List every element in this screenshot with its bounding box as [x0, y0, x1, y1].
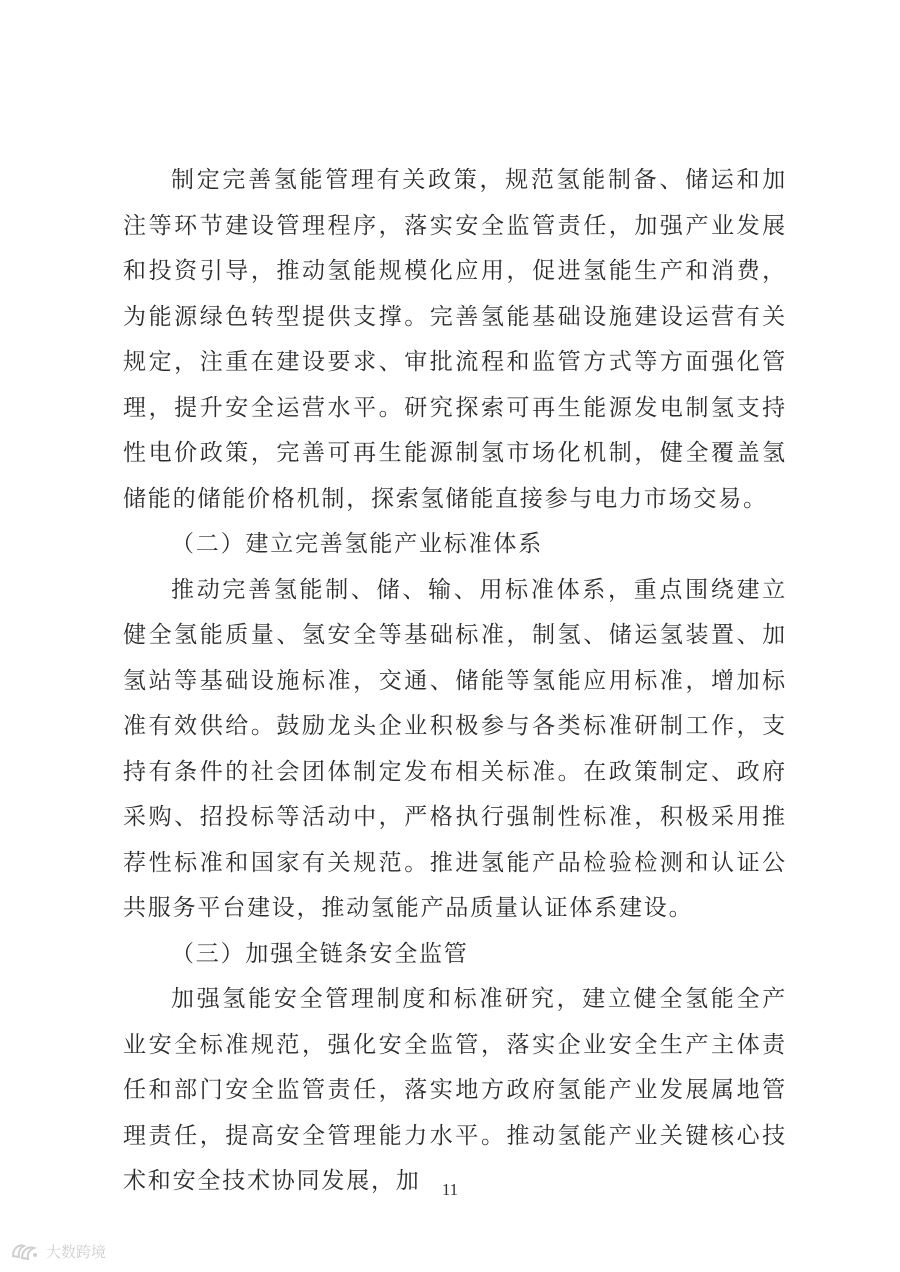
body-paragraph: 加强氢能安全管理制度和标准研究，建立健全氢能全产业安全标准规范，强化安全监管，落实企业安全生产主体责任和部门安全监管责任，落实地方政府氢能产业发展属地管理责任，提高安全管理能力水平。推动氢能产业关键核心技术和安全技术协同发展，加	[123, 986, 787, 1194]
body-paragraph: 推动完善氢能制、储、输、用标准体系，重点围绕建立健全氢能质量、氢安全等基础标准，制氢、储运氢装置、加氢站等基础设施标准，交通、储能等氢能应用标准，增加标准有效供给。鼓励龙头企业积极参与各类标准研制工作，支持有条件的社会团体制定发布相关标准。在政策制定、政府采购、招投标等活动中，严格执行强制性标准，积极采用推荐性标准和国家有关规范。推进氢能产品检验检测和认证公共服务平台建设，推动氢能产品质量认证体系建设。	[123, 576, 787, 921]
body-paragraph: 制定完善氢能管理有关政策，规范氢能制备、储运和加注等环节建设管理程序，落实安全监管责任，加强产业发展和投资引导，推动氢能规模化应用，促进氢能生产和消费，为能源绿色转型提供支撑。完善氢能基础设施建设运营有关规定，注重在建设要求、审批流程和监管方式等方面强化管理，提升安全运营水平。研究探索可再生能源发电制氢支持性电价政策，完善可再生能源制氢市场化机制，健全覆盖氢储能的储能价格机制，探索氢储能直接参与电力市场交易。	[123, 167, 787, 512]
watermark-text: 大数跨境	[46, 1242, 107, 1261]
brand-logo-icon	[10, 1240, 40, 1262]
section-heading: （二）建立完善氢能产业标准体系	[171, 531, 543, 557]
page-number: 11	[441, 1180, 459, 1199]
section-heading: （三）加强全链条安全监管	[171, 940, 469, 967]
document-body	[123, 158, 787, 1205]
watermark	[10, 1240, 106, 1262]
